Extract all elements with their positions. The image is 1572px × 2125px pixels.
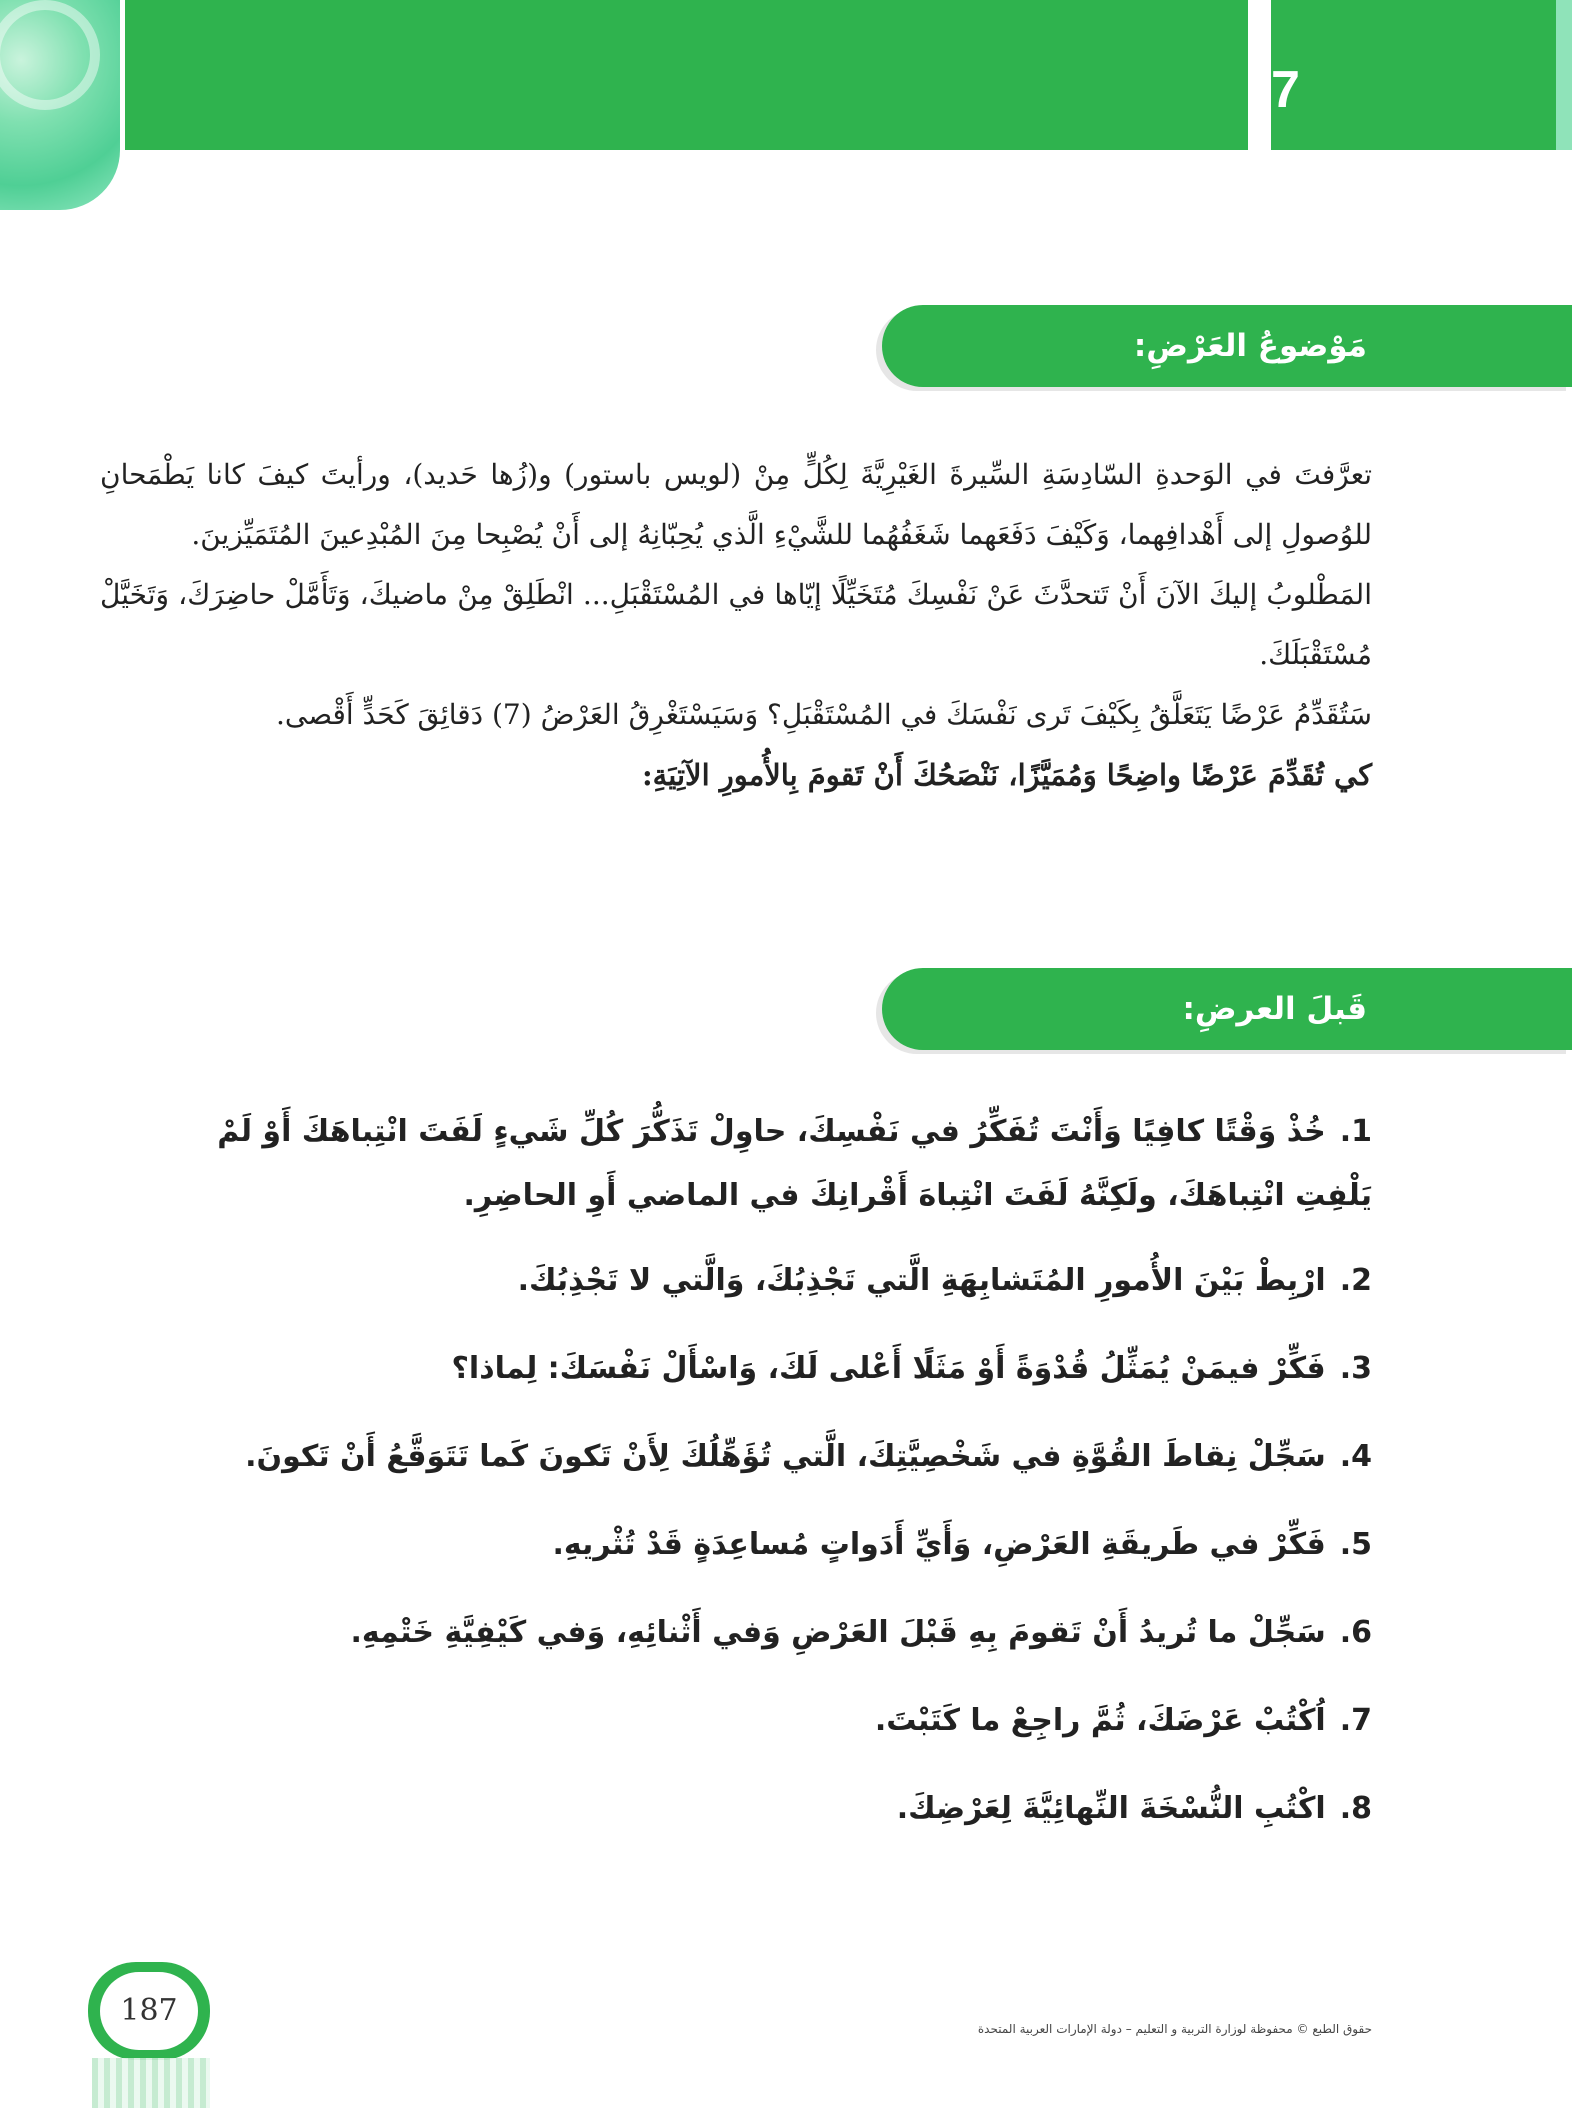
step-item bbox=[155, 1784, 1372, 1834]
step-text: اكْتُبِ النُّسْخَةَ النِّهائِيَّةَ لِعَرْضِكَ. bbox=[896, 1791, 1326, 1826]
step-item bbox=[155, 1696, 1372, 1746]
step-item bbox=[155, 1520, 1372, 1570]
unit-number-box bbox=[1271, 0, 1556, 150]
intro-advice: كي تُقَدِّمَ عَرْضًا واضِحًا وَمُمَيَّزًا، نَنْصَحُكَ أَنْ تَقومَ بِالأُمورِ الآتِيَةِ: bbox=[641, 758, 1372, 792]
step-text: فَكِّرْ فيمَنْ يُمَثِّلُ قُدْوَةً أَوْ مَثَلًا أَعْلى لَكَ، وَاسْأَلْ نَفْسَكَ: لِماذا؟ bbox=[451, 1351, 1326, 1386]
step-number: 3. bbox=[1339, 1351, 1372, 1386]
step-text: اُكْتُبْ عَرْضَكَ، ثُمَّ راجِعْ ما كَتَبْتَ. bbox=[874, 1703, 1326, 1738]
step-number: 8. bbox=[1339, 1791, 1372, 1826]
ring-decoration bbox=[0, 0, 100, 110]
step-text: خُذْ وَقْتًا كافِيًا وَأَنْتَ تُفَكِّرُ في نَفْسِكَ، حاوِلْ تَذَكُّرَ كُلِّ شَيءٍ لَفَتَ انْتِباهَكَ أَوْ لَمْ يَلْفِتِ انْتِباهَكَ، ولَكِنَّهُ لَفَتَ انْتِباهَ أَقْرانِكَ في الماضي أَوِ الحاضِرِ. bbox=[217, 1114, 1372, 1213]
copyright-footer: حقوق الطبع © محفوظة لوزارة التربية و التعليم – دولة الإمارات العربية المتحدة bbox=[977, 2022, 1372, 2036]
intro-paragraph-2: المَطْلوبُ إليكَ الآنَ أَنْ تَتحدَّثَ عَنْ نَفْسِكَ مُتَخَيِّلًا إيّاها في المُسْتَقْبَلِ... انْطَلِقْ مِنْ ماضيكَ، وَتَأَمَّلْ حاضِرَكَ، وَتَخَيَّلْ مُسْتَقْبَلَكَ. bbox=[100, 578, 1372, 671]
step-number: 4. bbox=[1339, 1439, 1372, 1474]
step-item bbox=[155, 1344, 1372, 1394]
step-item bbox=[155, 1256, 1372, 1306]
step-text: سَجِّلْ نِقاطَ القُوَّةِ في شَخْصِيَّتِكَ، الَّتي تُؤَهِّلُكَ لِأَنْ تَكونَ كَما تَتَوَقَّعُ أَنْ تَكونَ. bbox=[245, 1439, 1326, 1474]
section-title-topic: مَوْضوعُ العَرْضِ: bbox=[1133, 328, 1367, 364]
section-banner-before bbox=[882, 968, 1572, 1050]
page-number-badge bbox=[88, 1962, 210, 2060]
corner-decoration bbox=[0, 0, 120, 210]
step-text: فَكِّرْ في طَريقَةِ العَرْضِ، وَأَيِّ أَدَواتٍ مُساعِدَةٍ قَدْ تُثْريهِ. bbox=[552, 1527, 1326, 1562]
section-title-before: قَبلَ العرضِ: bbox=[1182, 991, 1367, 1027]
step-item bbox=[155, 1432, 1372, 1482]
badge-pattern bbox=[92, 2058, 210, 2108]
step-item bbox=[155, 1100, 1372, 1228]
header-separator bbox=[1248, 0, 1271, 150]
step-text: ارْبِطْ بَيْنَ الأُمورِ المُتَشابِهَةِ الَّتي تَجْذِبُكَ، وَالَّتي لا تَجْذِبُكَ. bbox=[517, 1263, 1326, 1298]
step-number: 7. bbox=[1339, 1703, 1372, 1738]
intro-paragraph-3: سَتُقَدِّمُ عَرْضًا يَتَعَلَّقُ بِكَيْفَ تَرى نَفْسَكَ في المُسْتَقْبَلِ؟ وَسَيَسْتَغْرِقُ العَرْضُ (7) دَقائِقَ كَحَدٍّ أَقْصى. bbox=[275, 698, 1372, 731]
intro-text bbox=[100, 445, 1372, 805]
header-bar bbox=[125, 0, 1248, 150]
intro-paragraph-1: تعرَّفتَ في الوَحدةِ السّادِسَةِ السِّيرةَ الغَيْرِيَّةَ لِكُلٍّ مِنْ (لويس باستور) و(زُها حَديد)، ورأيتَ كيفَ كانا يَطْمَحانِ للوُصولِ إلى أَهْدافِهما، وَكَيْفَ دَفَعَهما شَغَفُهُما للشَّيْءِ الَّذي يُحِبّانِهُ إلى أَنْ يُصْبِحا مِنَ المُبْدِعينَ المُتَمَيِّزينَ. bbox=[100, 458, 1372, 551]
step-number: 1. bbox=[1339, 1114, 1372, 1149]
unit-number: 7 bbox=[1271, 61, 1300, 119]
corner-right-decoration bbox=[1556, 0, 1572, 150]
section-banner-topic bbox=[882, 305, 1572, 387]
page-number: 187 bbox=[100, 1972, 198, 2050]
steps-list bbox=[155, 1100, 1372, 1872]
step-number: 2. bbox=[1339, 1263, 1372, 1298]
step-text: سَجِّلْ ما تُريدُ أَنْ تَقومَ بِهِ قَبْلَ العَرْضِ وَفي أَثْنائِهِ، وَفي كَيْفِيَّةِ خَتْمِهِ. bbox=[350, 1615, 1326, 1650]
step-item bbox=[155, 1608, 1372, 1658]
step-number: 5. bbox=[1339, 1527, 1372, 1562]
step-number: 6. bbox=[1339, 1615, 1372, 1650]
